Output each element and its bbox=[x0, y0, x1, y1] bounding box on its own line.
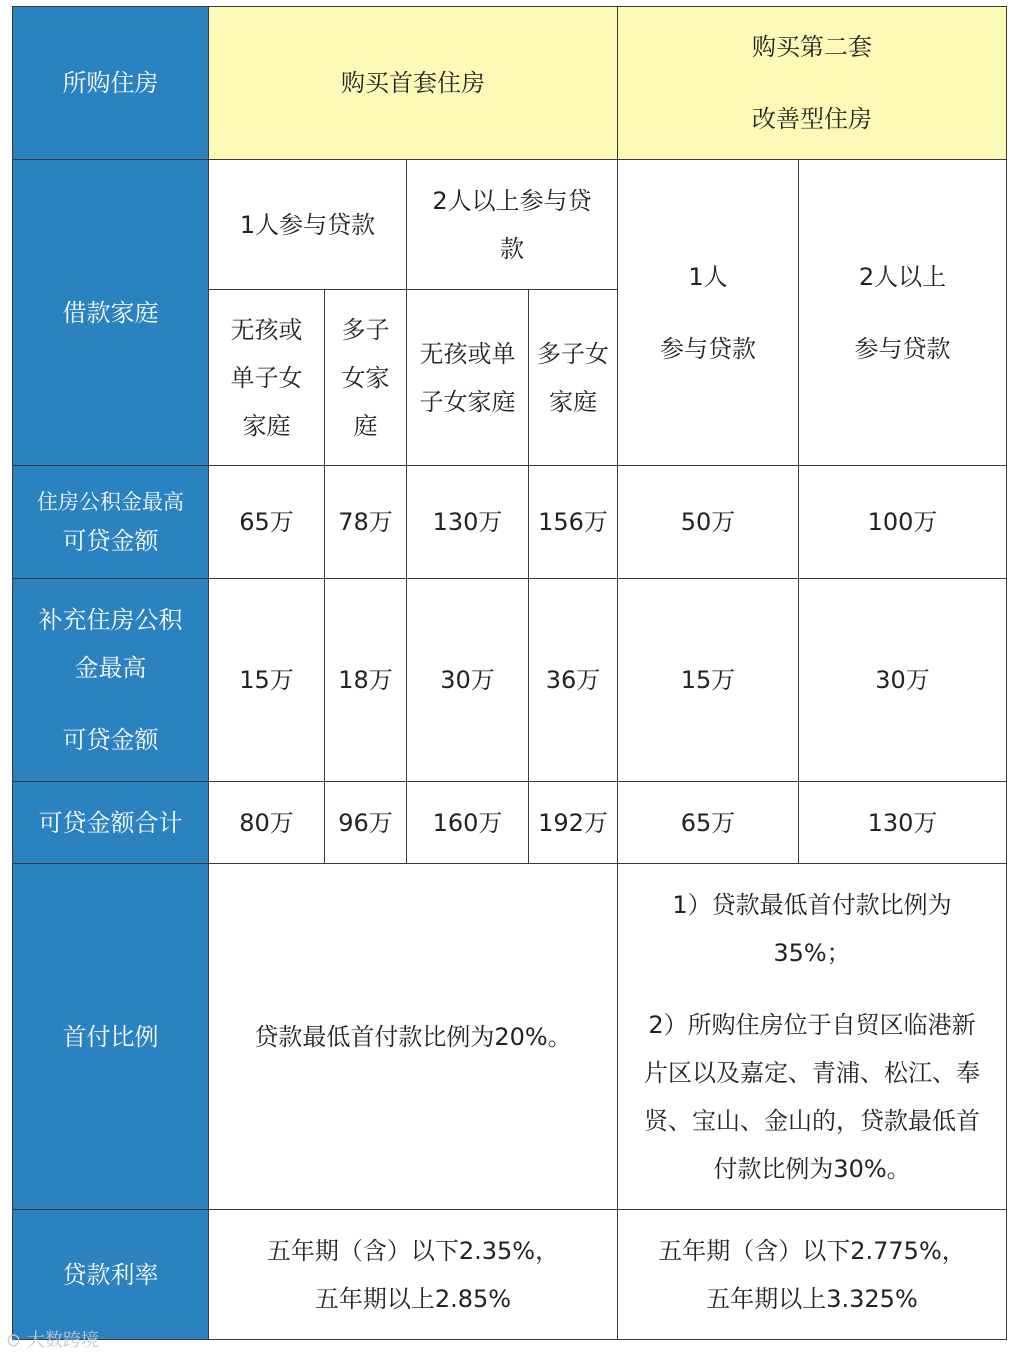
first-home-rate bbox=[209, 1210, 618, 1340]
second-home-line-2: 改善型住房 bbox=[752, 105, 872, 133]
family-a-line-2: 单子女 bbox=[230, 363, 303, 392]
two-plus-line-2: 款 bbox=[500, 234, 524, 263]
supplement-value-cell: 30万 bbox=[799, 579, 1007, 782]
family-a-line-1: 无孩或 bbox=[230, 315, 303, 344]
family-d-line-1: 多子女 bbox=[537, 339, 609, 368]
second-home-rate bbox=[618, 1210, 1007, 1340]
fund-limit-header bbox=[13, 466, 209, 579]
multi-child-family-2 bbox=[529, 290, 618, 466]
family-b-line-3: 庭 bbox=[353, 411, 378, 440]
down-payment-line: 片区以及嘉定、青浦、松江、奉 bbox=[644, 1058, 980, 1087]
family-c-line-1: 无孩或单 bbox=[419, 339, 516, 368]
fund-label-line-2: 可贷金额 bbox=[62, 527, 159, 555]
row-fund-limit bbox=[13, 466, 1007, 579]
fund-label-line-1: 住房公积金最高 bbox=[37, 490, 184, 514]
supplement-limit-header bbox=[13, 579, 209, 782]
row-housing-type bbox=[13, 7, 1007, 160]
down-payment-header: 首付比例 bbox=[13, 864, 209, 1210]
watermark bbox=[6, 1326, 99, 1352]
rate-line: 五年期（含）以下2.775%， bbox=[658, 1236, 966, 1265]
fund-value-cell: 65万 bbox=[209, 466, 325, 579]
no-child-single-child-family-2 bbox=[407, 290, 529, 466]
second-home-line-1: 购买第二套 bbox=[752, 33, 872, 61]
one-person-loan-header: 1人参与贷款 bbox=[209, 160, 407, 290]
down-payment-line: 付款比例为30%。 bbox=[713, 1154, 911, 1183]
supplement-value-cell: 15万 bbox=[618, 579, 799, 782]
total-value-cell: 96万 bbox=[325, 782, 407, 864]
housing-type-header: 所购住房 bbox=[13, 7, 209, 160]
second-two-plus-line-2: 参与贷款 bbox=[854, 334, 951, 363]
supplement-value-cell: 36万 bbox=[529, 579, 618, 782]
second-home-down-payment bbox=[618, 864, 1007, 1210]
total-value-cell: 130万 bbox=[799, 782, 1007, 864]
second-two-plus-line-1: 2人以上 bbox=[858, 262, 947, 291]
watermark-logo-icon: ⊙ bbox=[6, 1330, 22, 1351]
no-child-single-child-family bbox=[209, 290, 325, 466]
total-value-cell: 65万 bbox=[618, 782, 799, 864]
rate-line: 五年期以上2.85% bbox=[314, 1284, 512, 1313]
total-value-cell: 192万 bbox=[529, 782, 618, 864]
family-a-line-3: 家庭 bbox=[242, 411, 291, 440]
loan-rate-header: 贷款利率 bbox=[13, 1210, 209, 1340]
supplement-label-line-3: 可贷金额 bbox=[62, 726, 159, 754]
row-down-payment bbox=[13, 864, 1007, 1210]
supplement-value-cell: 30万 bbox=[407, 579, 529, 782]
row-family-1 bbox=[13, 160, 1007, 290]
total-limit-header: 可贷金额合计 bbox=[13, 782, 209, 864]
second-one-person-header bbox=[618, 160, 799, 466]
down-payment-line: 1）贷款最低首付款比例为 bbox=[672, 890, 952, 919]
supplement-value-cell: 18万 bbox=[325, 579, 407, 782]
multi-child-family bbox=[325, 290, 407, 466]
first-home-header: 购买首套住房 bbox=[209, 7, 618, 160]
second-one-person-line-2: 参与贷款 bbox=[660, 334, 756, 363]
down-payment-line: 35%； bbox=[773, 938, 851, 967]
second-two-plus-header bbox=[799, 160, 1007, 466]
fund-value-cell: 78万 bbox=[325, 466, 407, 579]
two-plus-line-1: 2人以上参与贷 bbox=[432, 186, 592, 215]
family-b-line-1: 多子 bbox=[341, 315, 390, 344]
second-home-header bbox=[618, 7, 1007, 160]
fund-value-cell: 100万 bbox=[799, 466, 1007, 579]
second-one-person-line-1: 1人 bbox=[688, 262, 728, 291]
fund-value-cell: 50万 bbox=[618, 466, 799, 579]
row-loan-rate bbox=[13, 1210, 1007, 1340]
row-total-limit bbox=[13, 782, 1007, 864]
rate-line: 五年期（含）以下2.35%， bbox=[266, 1236, 560, 1265]
watermark-text: 大数跨境 bbox=[26, 1330, 99, 1351]
down-payment-line: 2）所购住房位于自贸区临港新 bbox=[648, 1010, 976, 1039]
down-payment-line: 贤、宝山、金山的，贷款最低首 bbox=[644, 1106, 980, 1135]
family-c-line-2: 子女家庭 bbox=[419, 387, 516, 416]
rate-line: 五年期以上3.325% bbox=[706, 1284, 918, 1313]
supplement-label-line-2: 金最高 bbox=[74, 654, 147, 682]
family-b-line-2: 女家 bbox=[341, 363, 390, 392]
first-home-down-payment: 贷款最低首付款比例为20%。 bbox=[209, 864, 618, 1210]
total-value-cell: 160万 bbox=[407, 782, 529, 864]
row-supplement-limit bbox=[13, 579, 1007, 782]
total-value-cell: 80万 bbox=[209, 782, 325, 864]
family-d-line-2: 家庭 bbox=[549, 387, 597, 416]
supplement-value-cell: 15万 bbox=[209, 579, 325, 782]
two-plus-loan-header bbox=[407, 160, 618, 290]
fund-value-cell: 156万 bbox=[529, 466, 618, 579]
family-header: 借款家庭 bbox=[13, 160, 209, 466]
fund-value-cell: 130万 bbox=[407, 466, 529, 579]
loan-policy-table bbox=[12, 6, 1007, 1340]
supplement-label-line-1: 补充住房公积 bbox=[38, 606, 183, 634]
